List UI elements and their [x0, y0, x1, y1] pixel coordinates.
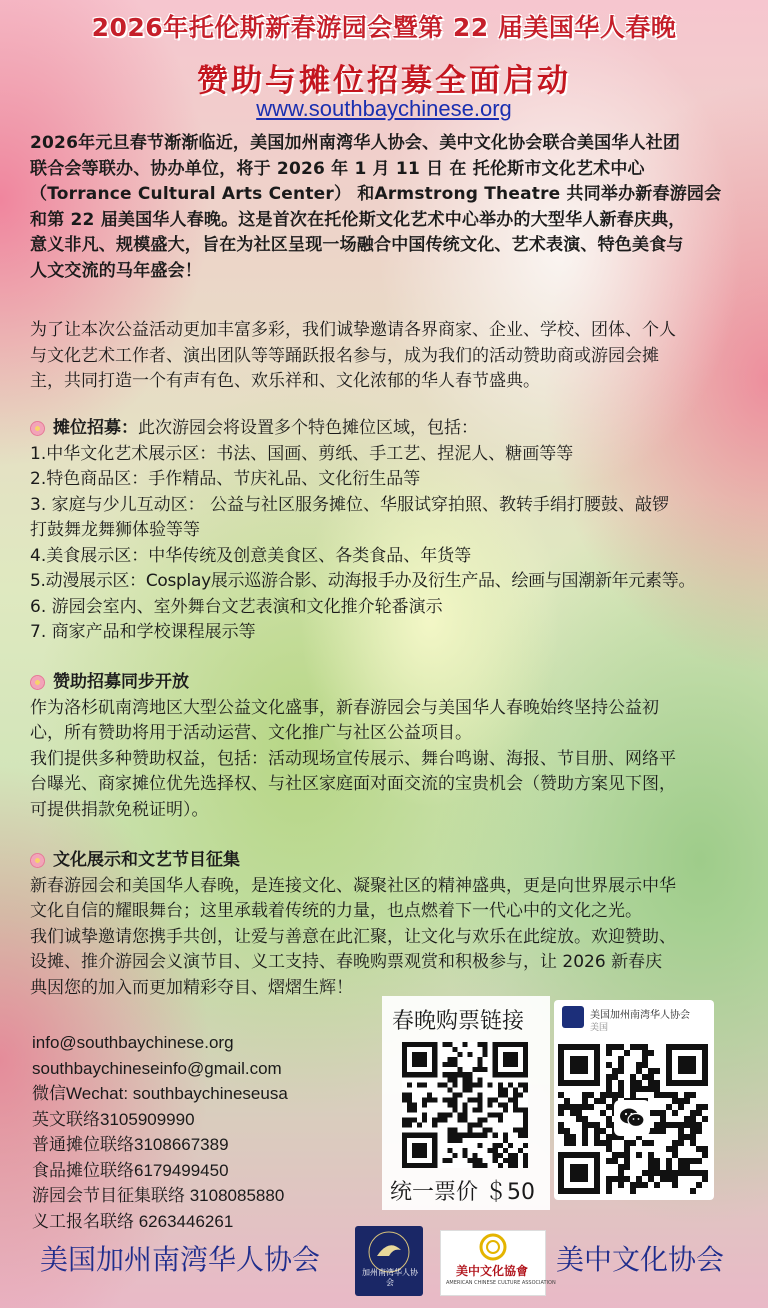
website-link[interactable]: www.southbaychinese.org	[256, 96, 512, 121]
list-item: 5.动漫展示区：Cosplay展示巡游合影、动海报手办及衍生产品、绘画与国潮新年元素等。	[30, 571, 696, 591]
ticket-link-label: 春晚购票链接	[392, 1009, 525, 1034]
booth-section	[30, 416, 748, 646]
flower-icon	[30, 421, 45, 436]
poster-title: 2026年托伦斯新春游园会暨第 22 届美国华人春晚	[91, 13, 677, 42]
invite-paragraph	[30, 318, 748, 395]
wechat-account-region: 美国	[590, 1023, 609, 1033]
sponsor-line: 作为洛杉矶南湾地区大型公益文化盛事，新春游园会与美国华人春晚始终坚持公益初	[30, 697, 659, 718]
wechat-account-name: 美国加州南湾华人协会	[590, 1010, 690, 1021]
flower-icon	[30, 853, 45, 868]
contact-block	[32, 1030, 372, 1234]
culture-line: 新春游园会和美国华人春晚，是连接文化、凝聚社区的精神盛典，更是向世界展示中华	[30, 875, 676, 896]
ticket-qr-code[interactable]	[402, 1042, 528, 1168]
intro-line: 2026年元旦春节渐渐临近，美国加州南湾华人协会、美中文化协会联合美国华人社团	[30, 133, 681, 153]
culture-line: 典因您的加入而更加精彩夺目、熠熠生辉！	[30, 977, 353, 998]
sponsor-line: 可提供捐款免税证明）。	[30, 799, 209, 820]
culture-heading-label: 文化展示和文艺节目征集	[53, 850, 240, 870]
culture-line: 文化自信的耀眼舞台；这里承载着传统的力量，也点燃着下一代心中的文化之光。	[30, 901, 642, 921]
booth-list	[30, 442, 748, 646]
contact-phone: 义工报名联络 6263446261	[32, 1211, 234, 1231]
list-item: 2.特色商品区：手作精品、节庆礼品、文化衍生品等	[30, 469, 421, 489]
sponsor-line: 我们提供多种赞助权益，包括：活动现场宣传展示、舞台鸣谢、海报、节目册、网络平	[30, 748, 676, 769]
org-name-right: 美中文化协会	[556, 1243, 725, 1276]
contact-phone: 食品摊位联络6179499450	[32, 1160, 229, 1180]
intro-line: 联合会等联办、协办单位，将于 2026 年 1 月 11 日 在 托伦斯市文化艺术中心	[30, 158, 645, 179]
intro-line: 和第 22 届美国华人春晚。这是首次在托伦斯文化艺术中心举办的大型华人新春庆典，	[30, 209, 686, 230]
list-item: 3. 家庭与少儿互动区： 公益与社区服务摊位、华服试穿拍照、教转手绢打腰鼓、敲锣	[30, 494, 670, 515]
wechat-icon	[614, 1100, 650, 1136]
booth-heading	[30, 416, 748, 442]
contact-wechat: 微信Wechat: southbaychineseusa	[32, 1084, 288, 1103]
contact-email-gmail[interactable]: southbaychineseinfo@gmail.com	[32, 1058, 282, 1078]
list-item: 1.中华文化艺术展示区：书法、国画、剪纸、手工艺、捏泥人、糖画等等	[30, 443, 574, 464]
culture-logo-english: AMERICAN CHINESE CULTURE ASSOCIATION	[446, 1280, 556, 1286]
culture-logo-text: 美中文化協會	[455, 1264, 528, 1278]
sponsor-line: 心，所有赞助将用于活动运营、文化推广与社区公益项目。	[30, 723, 472, 743]
intro-line: 意义非凡、规模盛大，旨在为社区呈现一场融合中国传统文化、艺术表演、特色美食与	[30, 235, 684, 255]
list-item: 6. 游园会室内、室外舞台文艺表演和文化推介轮番演示	[30, 596, 443, 617]
flower-icon	[30, 675, 45, 690]
ticket-price: 统一票价 ＄50	[390, 1180, 535, 1205]
intro-line: （Torrance Cultural Arts Center） 和Armstrong Theatre 共同举办新春游园会	[30, 184, 722, 204]
list-item: 打鼓舞龙舞狮体验等等	[30, 520, 200, 540]
contact-phone: 普通摊位联络3108667389	[32, 1135, 229, 1154]
invite-line: 为了让本次公益活动更加丰富多彩，我们诚挚邀请各界商家、企业、学校、团体、个人	[30, 320, 676, 340]
culture-heading	[30, 848, 748, 874]
list-item: 4.美食展示区：中华传统及创意美食区、各类食品、年货等	[30, 545, 472, 566]
culture-line: 我们诚挚邀请您携手共创，让爱与善意在此汇聚，让文化与欢乐在此绽放。欢迎赞助、	[30, 926, 676, 947]
intro-line: 人文交流的马年盛会！	[30, 260, 202, 281]
contact-phone: 游园会节目征集联络 3108085880	[32, 1186, 285, 1205]
sponsor-section	[30, 670, 748, 823]
sponsor-line: 台曝光、商家摊位优先选择权、与社区家庭面对面交流的宝贵机会（赞助方案见下图，	[30, 774, 676, 794]
culture-line: 设摊、推介游园会义演节目、义工支持、春晚购票观赏和积极参与，让 2026 新春庆	[30, 952, 663, 972]
booth-heading-rest: 此次游园会将设置多个特色摊位区域，包括：	[138, 418, 478, 438]
southbay-logo-text: 加州南湾华人协会	[362, 1268, 418, 1287]
invite-line: 主，共同打造一个有声有色、欢乐祥和、文化浓郁的华人春节盛典。	[30, 371, 540, 391]
culture-section	[30, 848, 748, 1001]
org-logo-icon	[562, 1006, 584, 1028]
sponsor-heading-label: 赞助招募同步开放	[53, 672, 189, 692]
sponsor-heading	[30, 670, 748, 696]
invite-line: 与文化艺术工作者、演出团队等等踊跃报名参与，成为我们的活动赞助商或游园会摊	[30, 345, 659, 366]
contact-phone: 英文联络3105909990	[32, 1109, 195, 1129]
booth-heading-label: 摊位招募：	[53, 418, 138, 438]
org-name-left: 美国加州南湾华人协会	[40, 1243, 321, 1276]
intro-paragraph	[30, 131, 748, 284]
poster-subtitle: 赞助与摊位招募全面启动	[197, 63, 571, 99]
contact-email[interactable]: info@southbaychinese.org	[32, 1033, 234, 1052]
list-item: 7. 商家产品和学校课程展示等	[30, 622, 256, 642]
